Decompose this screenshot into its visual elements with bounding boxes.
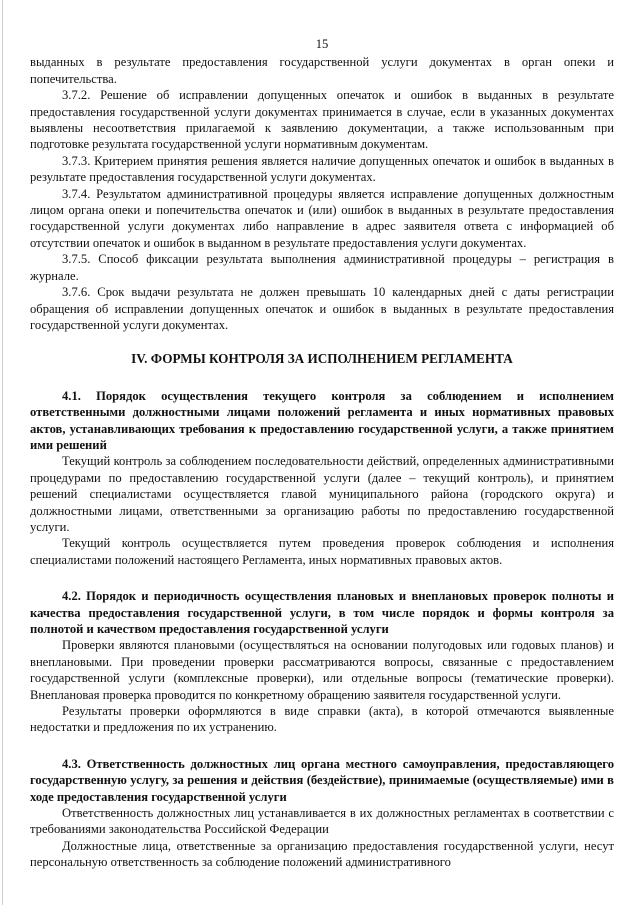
subsection-4-3-paragraph-2: Должностные лица, ответственные за организацию предоставления государственной услуги, несут персональную ответственность за соблюдение положений административного: [30, 838, 614, 870]
subsection-4-2-paragraph-2: Результаты проверки оформляются в виде справки (акта), в которой отмечаются выявленные недостатки и предложения по их устранению.: [30, 704, 614, 735]
paragraph-continuation: выданных в результате предоставления государственной услуги документах в орган опеки и попечительства.: [30, 55, 614, 86]
section-title: IV. ФОРМЫ КОНТРОЛЯ ЗА ИСПОЛНЕНИЕМ РЕГЛАМЕНТА: [131, 351, 513, 367]
subsection-4-1-paragraph-2: Текущий контроль осуществляется путем проведения проверок соблюдения и исполнения специалистами положений настоящего Регламента, иных нормативных правовых актов.: [30, 536, 614, 567]
subsection-4-1-heading: 4.1. Порядок осуществления текущего контроля за соблюдением и исполнением ответственными должностными лицами положений регламента и иных нормативных правовых актов, устанавливающих требования к предоставлению государственной услуги, а также принятием ими решений: [30, 388, 614, 452]
paragraph-3-7-2: 3.7.2. Решение об исправлении допущенных опечаток и ошибок в выданных в результате предоставления государственной услуги документах принимается в случае, если в указанных документах выявлены несоответствия прилагаемой к заявлению документации, а также использованным при подготовке результата государственной услуги нормативным документам.: [30, 88, 614, 152]
page-number: 15: [315, 37, 329, 51]
paragraph-3-7-4: 3.7.4. Результатом административной процедуры является исправление допущенных должностным лицом органа опеки и попечительства опечаток и (или) ошибок в выданных в результате предоставления государственной услуги документах либо направление в адрес заявителя ответа с информацией об отсутствии опечаток и ошибок в выданном в результате предоставления услуги документах.: [30, 186, 614, 250]
subsection-4-3-paragraph-1: Ответственность должностных лиц устанавливается в их должностных регламентах в соответствии с требованиями законодательства Российской Федерации: [30, 806, 614, 837]
subsection-4-1-paragraph-1: Текущий контроль за соблюдением последовательности действий, определенных административными процедурами по предоставлению государственной услуги (далее – текущий контроль), и принятием решений специалистами осуществляется главой муниципального района (городского округа) и должностными лицами, ответственными за организацию работы по предоставлению государственной услуги.: [30, 454, 614, 534]
subsection-4-2-paragraph-1: Проверки являются плановыми (осуществляться на основании полугодовых или годовых планов) и внеплановыми. При проведении проверки рассматриваются вопросы, связанные с предоставлением государственной услуги (комплексные проверки), или отдельные вопросы (тематические проверки). Внеплановая проверка проводится по конкретному обращению заявителя государственной услуги.: [30, 638, 614, 702]
paragraph-3-7-6: 3.7.6. Срок выдачи результата не должен превышать 10 календарных дней с даты регистрации обращения об исправлении допущенных опечаток и ошибок в выданных в результате предоставления государственной услуги документах.: [30, 285, 614, 332]
paragraph-3-7-3: 3.7.3. Критерием принятия решения является наличие допущенных опечаток и ошибок в выданных в результате предоставления государственной услуги документах.: [30, 153, 614, 185]
subsection-4-2-heading: 4.2. Порядок и периодичность осуществления плановых и внеплановых проверок полноты и качества предоставления государственной услуги, в том числе порядок и формы контроля за полнотой и качеством предоставления государственной услуги: [30, 589, 614, 636]
subsection-4-3-heading: 4.3. Ответственность должностных лиц органа местного самоуправления, предоставляющего государственную услугу, за решения и действия (бездействие), принимаемые (осуществляемые) ими в ходе предоставления государственной услуги: [30, 756, 614, 804]
paragraph-3-7-5: 3.7.5. Способ фиксации результата выполнения административной процедуры – регистрация в журнале.: [30, 252, 614, 283]
